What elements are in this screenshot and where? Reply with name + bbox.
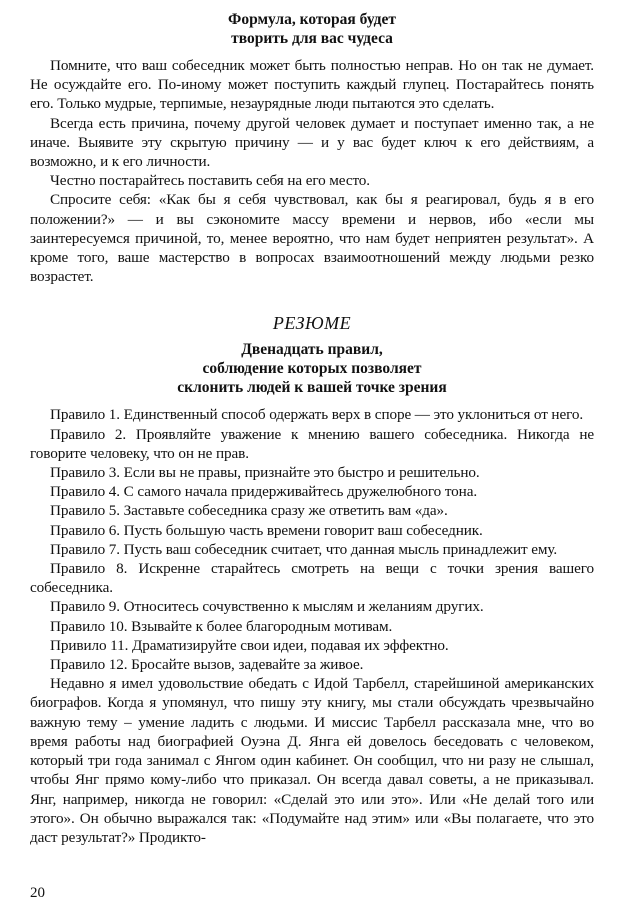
rules-subtitle-line-1: Двенадцать правил, — [241, 341, 383, 359]
rule-item: Правило 10. Взывайте к более благородным мотивам. — [50, 617, 393, 635]
page-number: 20 — [30, 885, 45, 901]
rule-item: Правило 1. Единственный способ одержать верх в споре — это уклониться от него. — [50, 406, 584, 424]
paragraph: Всегда есть причина, почему другой человек думает и поступает именно так, а не иначе. Выявите эту скрытую причину — и у вас будет ключ к его действиям, а возможно, и к его личности. — [30, 114, 594, 171]
section-heading — [30, 10, 594, 48]
rule-item: Правило 12. Бросайте вызов, задевайте за живое. — [50, 656, 364, 674]
rule-item: Правило 5. Заставьте собеседника сразу же ответить вам «да». — [50, 502, 448, 520]
rule-item: Правило 4. С самого начала придерживайтесь дружелюбного тона. — [50, 483, 478, 501]
rule-item: Правило 6. Пусть большую часть времени говорит ваш собеседник. — [50, 521, 483, 539]
paragraph: Честно постарайтесь поставить себя на его место. — [50, 172, 370, 190]
rule-item: Привило 11. Драматизируйте свои идеи, подавая их эффектно. — [50, 636, 449, 654]
closing-paragraph: Недавно я имел удовольствие обедать с Идой Тарбелл, старейшиной американских биографов. Когда я упомянул, что пишу эту книгу, мы стали обсуждать чрезвычайно важную тему – умение ладить с людьми. И миссис Тарбелл рассказала мне, что во время работы над биографией Оуэна Д. Янга ей довелось беседовать с человеком, который три года занимал с Янгом один кабинет. Он сообщил, что ни разу не слышал, чтобы Янг прямо кому-либо что приказал. Он всегда давал советы, а не приказывал. Янг, например, никогда не говорил: «Сделай это или это». Или «Не делай того или этого». Он обычно выражался так: «Подумайте над этим» или «Вы полагаете, что это даст результат?» Продикто- — [30, 675, 594, 846]
paragraph: Спросите себя: «Как бы я себя чувствовал, как бы я реагировал, будь я в его положении?» — и вы сэкономите массу времени и нервов, ибо «если мы заинтересуемся причиной, то, менее вероятно, что нам будет неприятен результат». А кроме того, ваше мастерство в вопросах взаимоотношений между людьми резко возрастет. — [30, 191, 594, 286]
rule-item: Правило 8. Искренне старайтесь смотреть на вещи с точки зрения вашего собеседника. — [30, 560, 594, 597]
rules-subtitle-line-3: склонить людей к вашей точке зрения — [177, 379, 447, 397]
section-heading-line-2: творить для вас чудеса — [231, 30, 393, 47]
rules-subtitle — [30, 340, 594, 397]
rule-item: Правило 9. Относитесь сочувственно к мыслям и желаниям других. — [50, 598, 484, 616]
rules-subtitle-line-2: соблюдение которых позволяет — [202, 360, 422, 378]
rule-item: Правило 2. Проявляйте уважение к мнению вашего собеседника. Никогда не говорите человеку, что он не прав. — [30, 425, 594, 462]
rule-item: Правило 7. Пусть ваш собеседник считает, что данная мысль принадлежит ему. — [50, 540, 558, 558]
section-heading-line-1: Формула, которая будет — [228, 11, 396, 28]
intro-text — [30, 56, 594, 286]
rules-list — [30, 405, 594, 847]
rule-item: Правило 3. Если вы не правы, признайте это быстро и решительно. — [50, 464, 480, 482]
paragraph: Помните, что ваш собеседник может быть полностью неправ. Но он так не думает. Не осуждайте его. По-иному может поступить каждый глупец. Постарайтесь понять его. Только мудрые, терпимые, незаурядные люди пытаются это сделать. — [30, 57, 594, 113]
resume-title: РЕЗЮМЕ — [272, 313, 352, 334]
